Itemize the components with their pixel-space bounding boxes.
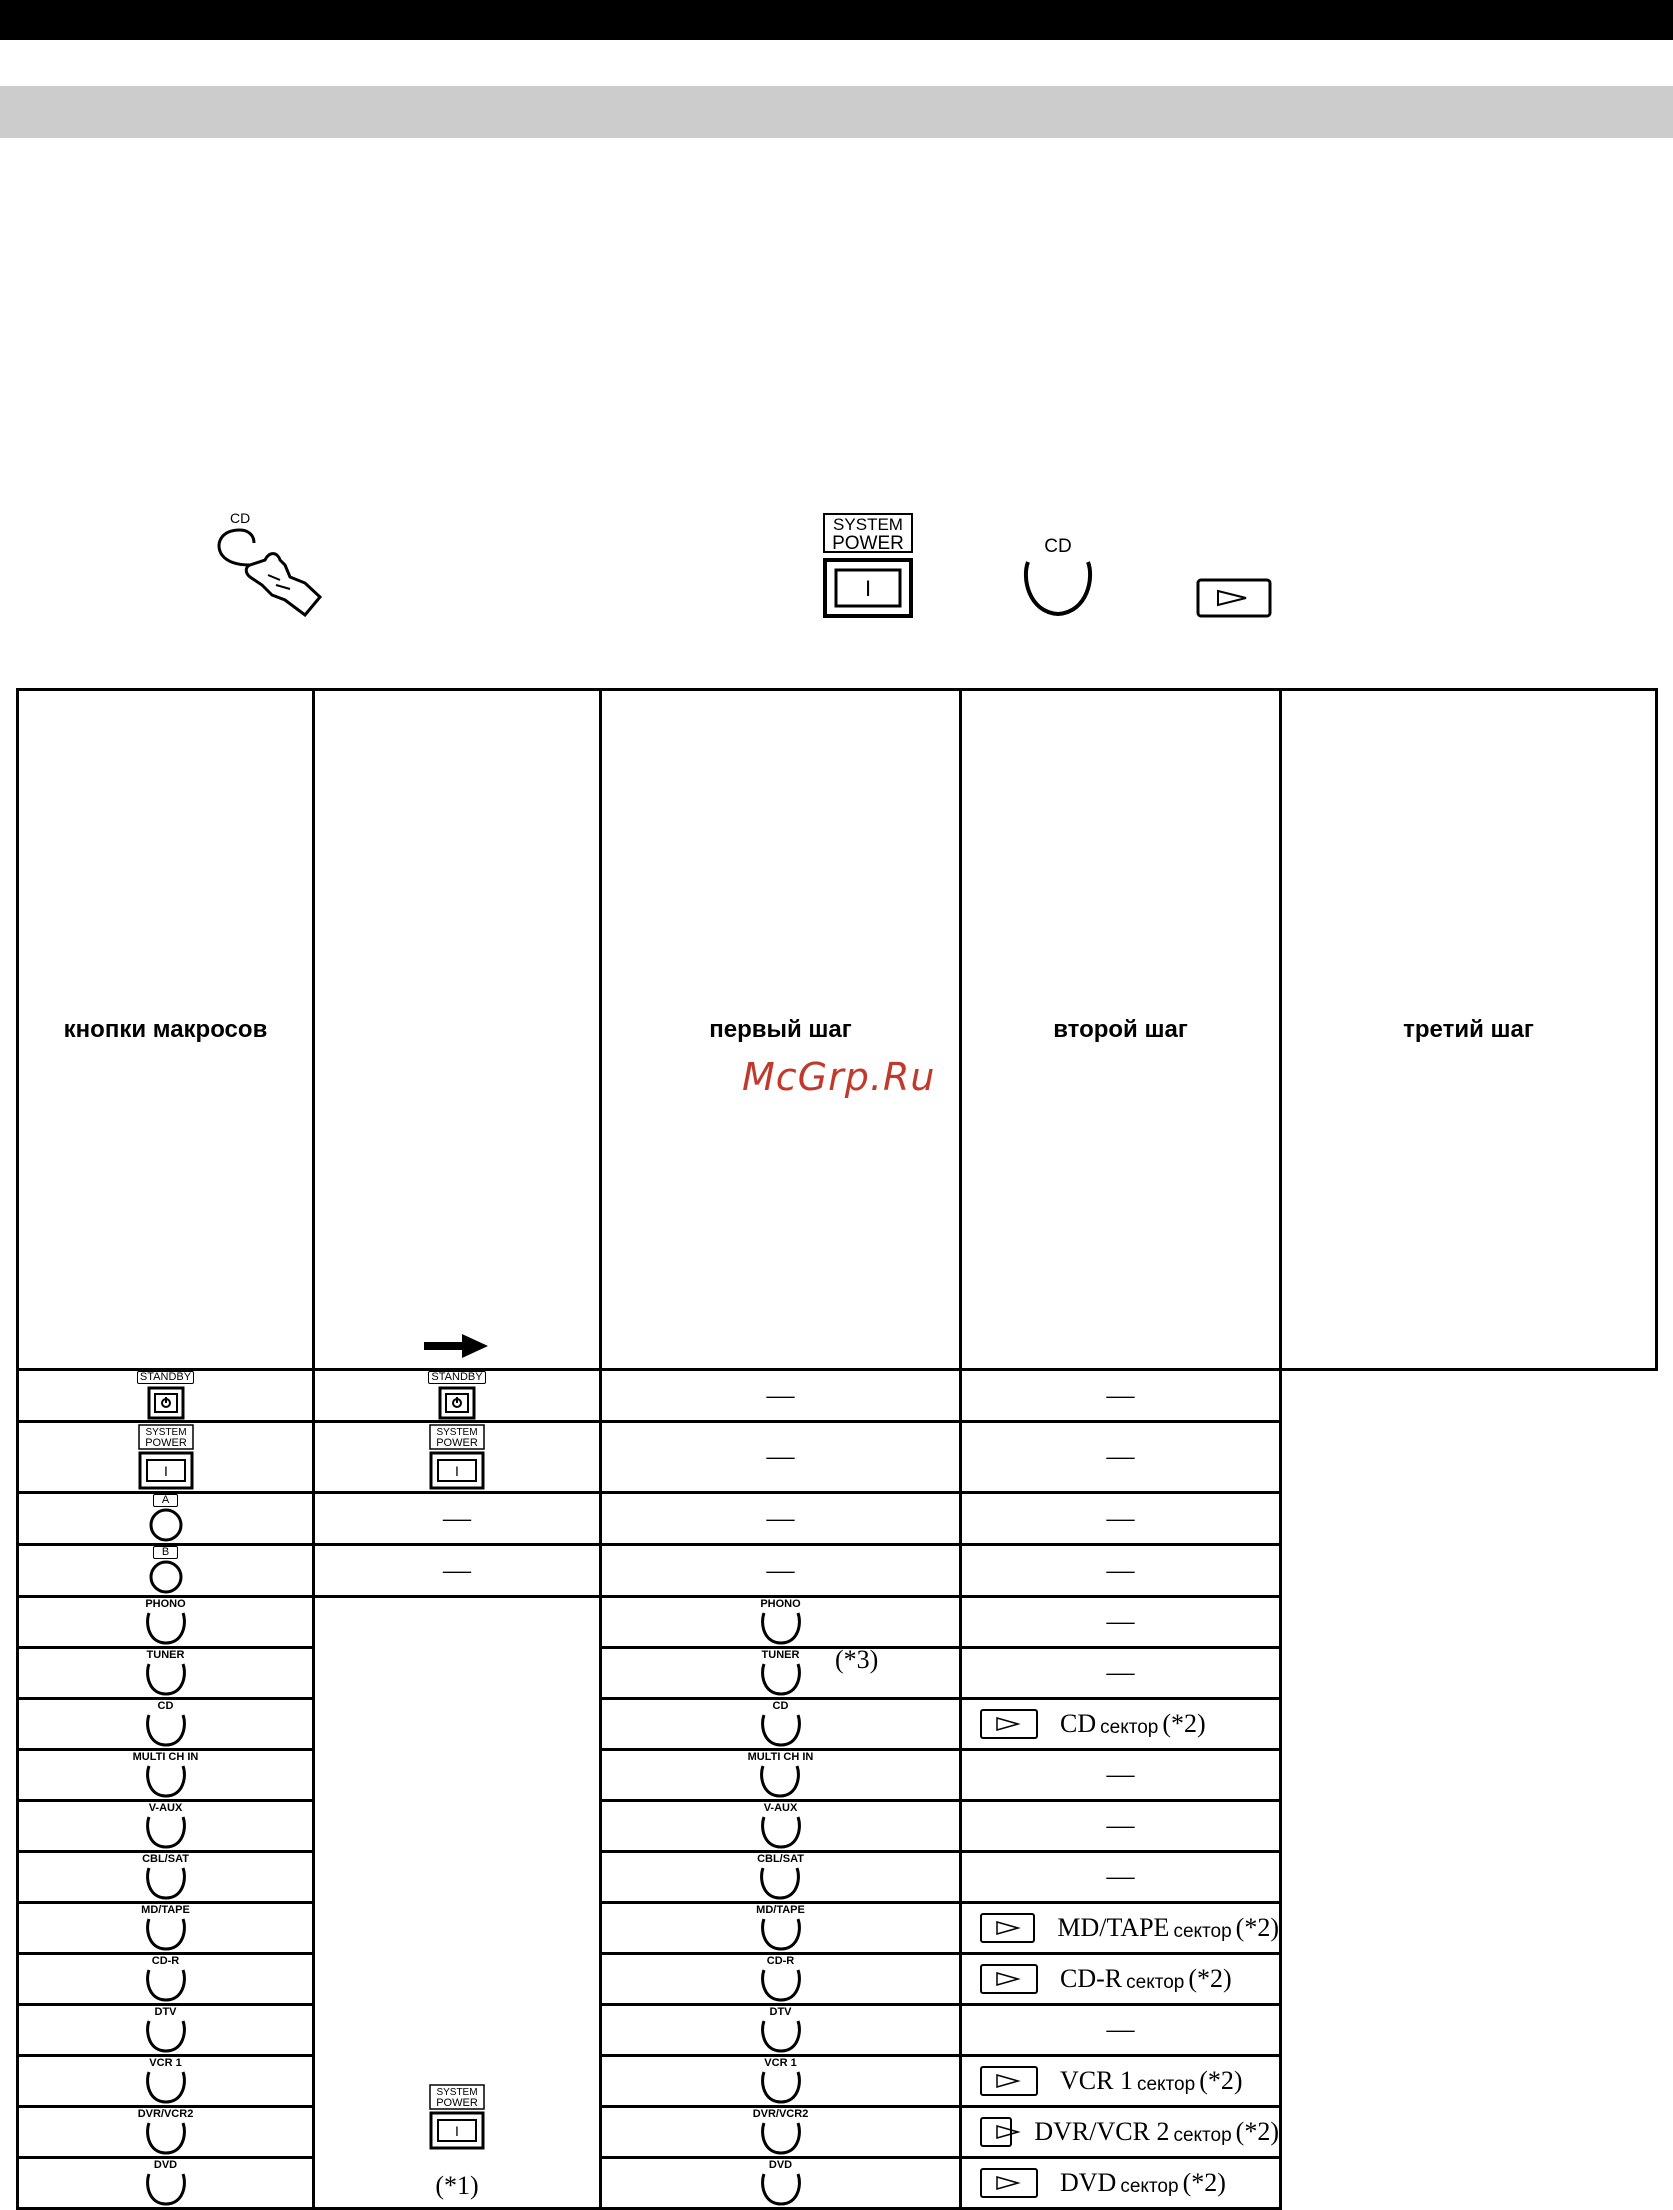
table-row bbox=[18, 1699, 1657, 1750]
input-button-icon bbox=[759, 1763, 801, 1799]
step2-button-label: VCR 1 bbox=[764, 2057, 797, 2069]
dash: — bbox=[1106, 1554, 1135, 1586]
arrow-right-icon bbox=[422, 1331, 492, 1361]
step3-cell-input bbox=[961, 1699, 1281, 1750]
macro-button-label: V-AUX bbox=[148, 1802, 183, 1814]
macro-button-label: DVD bbox=[153, 2159, 178, 2171]
input-button-icon bbox=[145, 1712, 187, 1748]
system-power-symbol: I bbox=[864, 576, 872, 601]
system-power-button-icon bbox=[137, 1423, 195, 1491]
input-button-icon bbox=[759, 1865, 801, 1901]
step2-button-label: TUNER bbox=[761, 1649, 800, 1661]
step2-cell-input bbox=[601, 1903, 961, 1954]
system-symbol: I bbox=[455, 1463, 459, 1479]
macro-button-label: PHONO bbox=[145, 1598, 186, 1610]
step3-name: VCR 1 bbox=[1060, 2066, 1133, 2095]
step3-cell-input bbox=[961, 1954, 1281, 2005]
step2-cell-input bbox=[601, 1801, 961, 1852]
dash: — bbox=[443, 1554, 471, 1586]
input-button-icon bbox=[145, 1763, 187, 1799]
input-button-icon bbox=[145, 1610, 187, 1646]
step2-cell-input bbox=[601, 2107, 961, 2158]
step1-cell-b bbox=[314, 1545, 601, 1597]
table-row bbox=[18, 1801, 1657, 1852]
step2-button-label: MD/TAPE bbox=[756, 1904, 805, 1916]
table-row bbox=[18, 1750, 1657, 1801]
step3-cell-input bbox=[961, 1801, 1281, 1852]
system-symbol: I bbox=[163, 1463, 168, 1479]
header-step2: второй шаг bbox=[961, 690, 1281, 1370]
dash: — bbox=[1106, 1810, 1135, 1841]
step3-cell-input bbox=[961, 1750, 1281, 1801]
input-button-icon bbox=[760, 1661, 802, 1697]
step2-button-label: V-AUX bbox=[763, 1802, 798, 1814]
table-row bbox=[18, 2056, 1657, 2107]
standby-label: STANDBY bbox=[137, 1371, 194, 1384]
step2-cell-input bbox=[601, 1645, 961, 1699]
step2-button-label: DVD bbox=[768, 2159, 793, 2171]
step2-cell-input bbox=[601, 1750, 961, 1801]
step2-cell-system-power bbox=[601, 1422, 961, 1493]
macro-button-label: DTV bbox=[154, 2006, 177, 2018]
watermark: McGrp.Ru bbox=[742, 1055, 936, 1099]
step2-button-label: CBL/SAT bbox=[757, 1853, 804, 1865]
step2-button-label: CD bbox=[772, 1700, 789, 1712]
top-black-bar bbox=[0, 0, 1673, 40]
standby-button-icon bbox=[147, 1386, 185, 1420]
step3-cell-input bbox=[961, 1903, 1281, 1954]
system-line1: SYSTEM bbox=[144, 1427, 187, 1438]
step2-button-label: PHONO bbox=[760, 1598, 801, 1610]
step3-sector: сектор bbox=[1173, 1921, 1232, 1942]
table-row bbox=[18, 2005, 1657, 2056]
dash: — bbox=[766, 1502, 795, 1534]
header-macro-buttons: кнопки макросов bbox=[18, 690, 314, 1370]
play-key-icon bbox=[980, 2066, 1038, 2096]
step3-cell-a bbox=[961, 1493, 1281, 1545]
input-button-icon bbox=[145, 2120, 187, 2156]
step1-cell-a bbox=[314, 1493, 601, 1545]
step3-sector: сектор bbox=[1173, 2125, 1232, 2146]
macro-cell-b bbox=[18, 1545, 314, 1597]
dash: — bbox=[766, 1379, 795, 1411]
system-line2: POWER bbox=[436, 2097, 478, 2109]
a-label: A bbox=[153, 1494, 178, 1507]
macro-cell-input bbox=[18, 1852, 314, 1903]
dash: — bbox=[443, 1502, 471, 1534]
cd-button-illustration bbox=[1020, 532, 1100, 622]
step2-cell-input bbox=[601, 1597, 961, 1648]
step2-button-label: DTV bbox=[769, 2006, 792, 2018]
step2-cell-input bbox=[601, 1852, 961, 1903]
play-key-icon bbox=[980, 1964, 1038, 1994]
step3-cell-input bbox=[961, 2056, 1281, 2107]
step2-cell-input bbox=[601, 1954, 961, 2005]
step3-note: (*2) bbox=[1182, 2168, 1226, 2197]
input-button-icon bbox=[760, 2171, 802, 2207]
input-button-icon bbox=[145, 1661, 187, 1697]
system-line2: POWER bbox=[436, 1437, 478, 1449]
macro-button-label: CBL/SAT bbox=[142, 1853, 189, 1865]
play-key-illustration bbox=[1196, 578, 1272, 620]
input-button-icon bbox=[760, 2018, 802, 2054]
table-row bbox=[18, 1597, 1657, 1648]
input-button-icon bbox=[145, 1865, 187, 1901]
dash: — bbox=[1106, 1861, 1135, 1892]
header-step1: первый шаг bbox=[601, 690, 961, 1370]
system-power-button-icon bbox=[428, 1423, 486, 1491]
step3-sector: сектор bbox=[1120, 2176, 1179, 2197]
table-row bbox=[18, 2158, 1657, 2209]
circle-button-icon bbox=[148, 1559, 184, 1595]
table-row bbox=[18, 1545, 1657, 1597]
step3-sector: сектор bbox=[1100, 1717, 1159, 1738]
table-header-row bbox=[18, 690, 1657, 1370]
macro-button-label: CD-R bbox=[151, 1955, 180, 1967]
step2-note: (*3) bbox=[835, 1645, 879, 1674]
system-line2: POWER bbox=[144, 1437, 187, 1449]
table-row bbox=[18, 1954, 1657, 2005]
step3-name: MD/TAPE bbox=[1057, 1913, 1170, 1942]
header-arrow-column bbox=[314, 690, 601, 1370]
macro-cell-input bbox=[18, 1597, 314, 1648]
macro-button-label: MULTI CH IN bbox=[132, 1751, 199, 1763]
circle-button-icon bbox=[148, 1507, 184, 1543]
b-label: B bbox=[153, 1546, 178, 1559]
step2-cell-input bbox=[601, 2005, 961, 2056]
input-button-icon bbox=[760, 2120, 802, 2156]
macro-button-label: TUNER bbox=[146, 1649, 185, 1661]
table-row bbox=[18, 2107, 1657, 2158]
step3-cell-input bbox=[961, 2158, 1281, 2209]
system-power-illustration bbox=[822, 512, 914, 620]
step2-cell-input bbox=[601, 2158, 961, 2209]
macro-table bbox=[16, 688, 1658, 2210]
dash: — bbox=[1106, 1606, 1135, 1637]
system-line1: SYSTEM bbox=[436, 1427, 478, 1438]
dash: — bbox=[1106, 1657, 1135, 1688]
dash: — bbox=[1106, 1502, 1135, 1534]
step2-cell-input bbox=[601, 2056, 961, 2107]
input-button-icon bbox=[760, 1814, 802, 1850]
step2-cell-a bbox=[601, 1493, 961, 1545]
system-power-line2: POWER bbox=[832, 533, 904, 554]
step3-cell-input bbox=[961, 1648, 1281, 1699]
dash: — bbox=[1106, 1759, 1135, 1790]
macro-cell-system-power bbox=[18, 1422, 314, 1493]
macro-cell-input bbox=[18, 1954, 314, 2005]
step3-name: CD-R bbox=[1060, 1964, 1123, 1993]
step2-button-label: CD-R bbox=[766, 1955, 795, 1967]
section-gray-bar bbox=[0, 86, 1673, 138]
dash: — bbox=[1106, 2014, 1135, 2045]
input-button-icon bbox=[145, 2069, 187, 2105]
macro-button-label: MD/TAPE bbox=[141, 1904, 190, 1916]
dash: — bbox=[1106, 1441, 1135, 1472]
hand-press-cd-illustration bbox=[210, 505, 340, 617]
step3-cell-b bbox=[961, 1545, 1281, 1597]
input-button-icon bbox=[760, 1916, 802, 1952]
table-row bbox=[18, 1493, 1657, 1545]
step2-button-label: MULTI CH IN bbox=[747, 1751, 814, 1763]
input-button-icon bbox=[145, 2018, 187, 2054]
step3-cell-input bbox=[961, 2005, 1281, 2056]
table-row bbox=[18, 1370, 1657, 1422]
step3-cell-input bbox=[961, 1852, 1281, 1903]
step3-cell-input bbox=[961, 2107, 1281, 2158]
press-cd-label: CD bbox=[230, 510, 251, 526]
macro-cell-input bbox=[18, 1903, 314, 1954]
macro-cell-input bbox=[18, 1648, 314, 1699]
system-power-button-icon bbox=[428, 2083, 486, 2151]
step1-cell-system-power bbox=[314, 1422, 601, 1493]
cd-button-label: CD bbox=[1044, 536, 1072, 557]
step3-name: DVR/VCR 2 bbox=[1034, 2117, 1170, 2146]
step3-name: CD bbox=[1060, 1709, 1097, 1738]
input-button-icon bbox=[760, 1610, 802, 1646]
dash: — bbox=[766, 1554, 795, 1586]
macro-cell-input bbox=[18, 2107, 314, 2158]
system-line1: SYSTEM bbox=[436, 2087, 478, 2098]
input-button-icon bbox=[145, 1967, 187, 2003]
play-key-icon bbox=[980, 1709, 1038, 1739]
input-button-icon bbox=[145, 1814, 187, 1850]
macro-cell-input bbox=[18, 2158, 314, 2209]
step3-note: (*2) bbox=[1235, 2117, 1279, 2146]
step2-cell-standby bbox=[601, 1370, 961, 1422]
macro-cell-standby bbox=[18, 1370, 314, 1422]
step3-cell-standby bbox=[961, 1370, 1281, 1422]
input-button-icon bbox=[145, 1916, 187, 1952]
step1-cell-standby bbox=[314, 1370, 601, 1422]
macro-cell-a bbox=[18, 1493, 314, 1545]
system-symbol: I bbox=[455, 2123, 459, 2139]
macro-cell-input bbox=[18, 2056, 314, 2107]
step2-cell-b bbox=[601, 1545, 961, 1597]
input-button-icon bbox=[145, 2171, 187, 2207]
step3-note: (*2) bbox=[1199, 2066, 1243, 2095]
step3-cell-input bbox=[961, 1597, 1281, 1648]
dash: — bbox=[766, 1441, 795, 1472]
input-button-icon bbox=[760, 1712, 802, 1748]
step3-name: DVD bbox=[1060, 2168, 1117, 2197]
macro-cell-input bbox=[18, 1699, 314, 1750]
dash: — bbox=[1106, 1379, 1135, 1411]
step3-cell-system-power bbox=[961, 1422, 1281, 1493]
macro-button-label: DVR/VCR2 bbox=[137, 2108, 194, 2120]
step1-note: (*1) bbox=[435, 2171, 479, 2200]
step2-button-label: DVR/VCR2 bbox=[752, 2108, 809, 2120]
header-step3: третий шаг bbox=[1281, 690, 1657, 1370]
input-button-icon bbox=[760, 1967, 802, 2003]
step3-sector: сектор bbox=[1126, 1972, 1185, 1993]
macro-cell-input bbox=[18, 1750, 314, 1801]
step1-merged-cell bbox=[314, 1597, 601, 2209]
play-key-icon bbox=[980, 1913, 1035, 1943]
input-button-icon bbox=[760, 2069, 802, 2105]
play-key-icon bbox=[980, 2117, 1012, 2147]
macro-button-label: VCR 1 bbox=[149, 2057, 182, 2069]
macro-cell-input bbox=[18, 1801, 314, 1852]
table-row bbox=[18, 1422, 1657, 1493]
standby-button-icon bbox=[438, 1386, 476, 1420]
table-row bbox=[18, 1903, 1657, 1954]
macro-button-label: CD bbox=[157, 1700, 174, 1712]
step3-sector: сектор bbox=[1136, 2074, 1196, 2095]
macro-cell-input bbox=[18, 2005, 314, 2056]
table-row bbox=[18, 1852, 1657, 1903]
step3-note: (*2) bbox=[1235, 1913, 1279, 1942]
play-key-icon bbox=[980, 2168, 1038, 2198]
standby-label: STANDBY bbox=[428, 1371, 485, 1384]
step3-note: (*2) bbox=[1188, 1964, 1232, 1993]
step2-cell-input bbox=[601, 1699, 961, 1750]
table-row bbox=[18, 1648, 1657, 1699]
step3-note: (*2) bbox=[1162, 1709, 1206, 1738]
system-power-line1: SYSTEM bbox=[833, 515, 903, 534]
